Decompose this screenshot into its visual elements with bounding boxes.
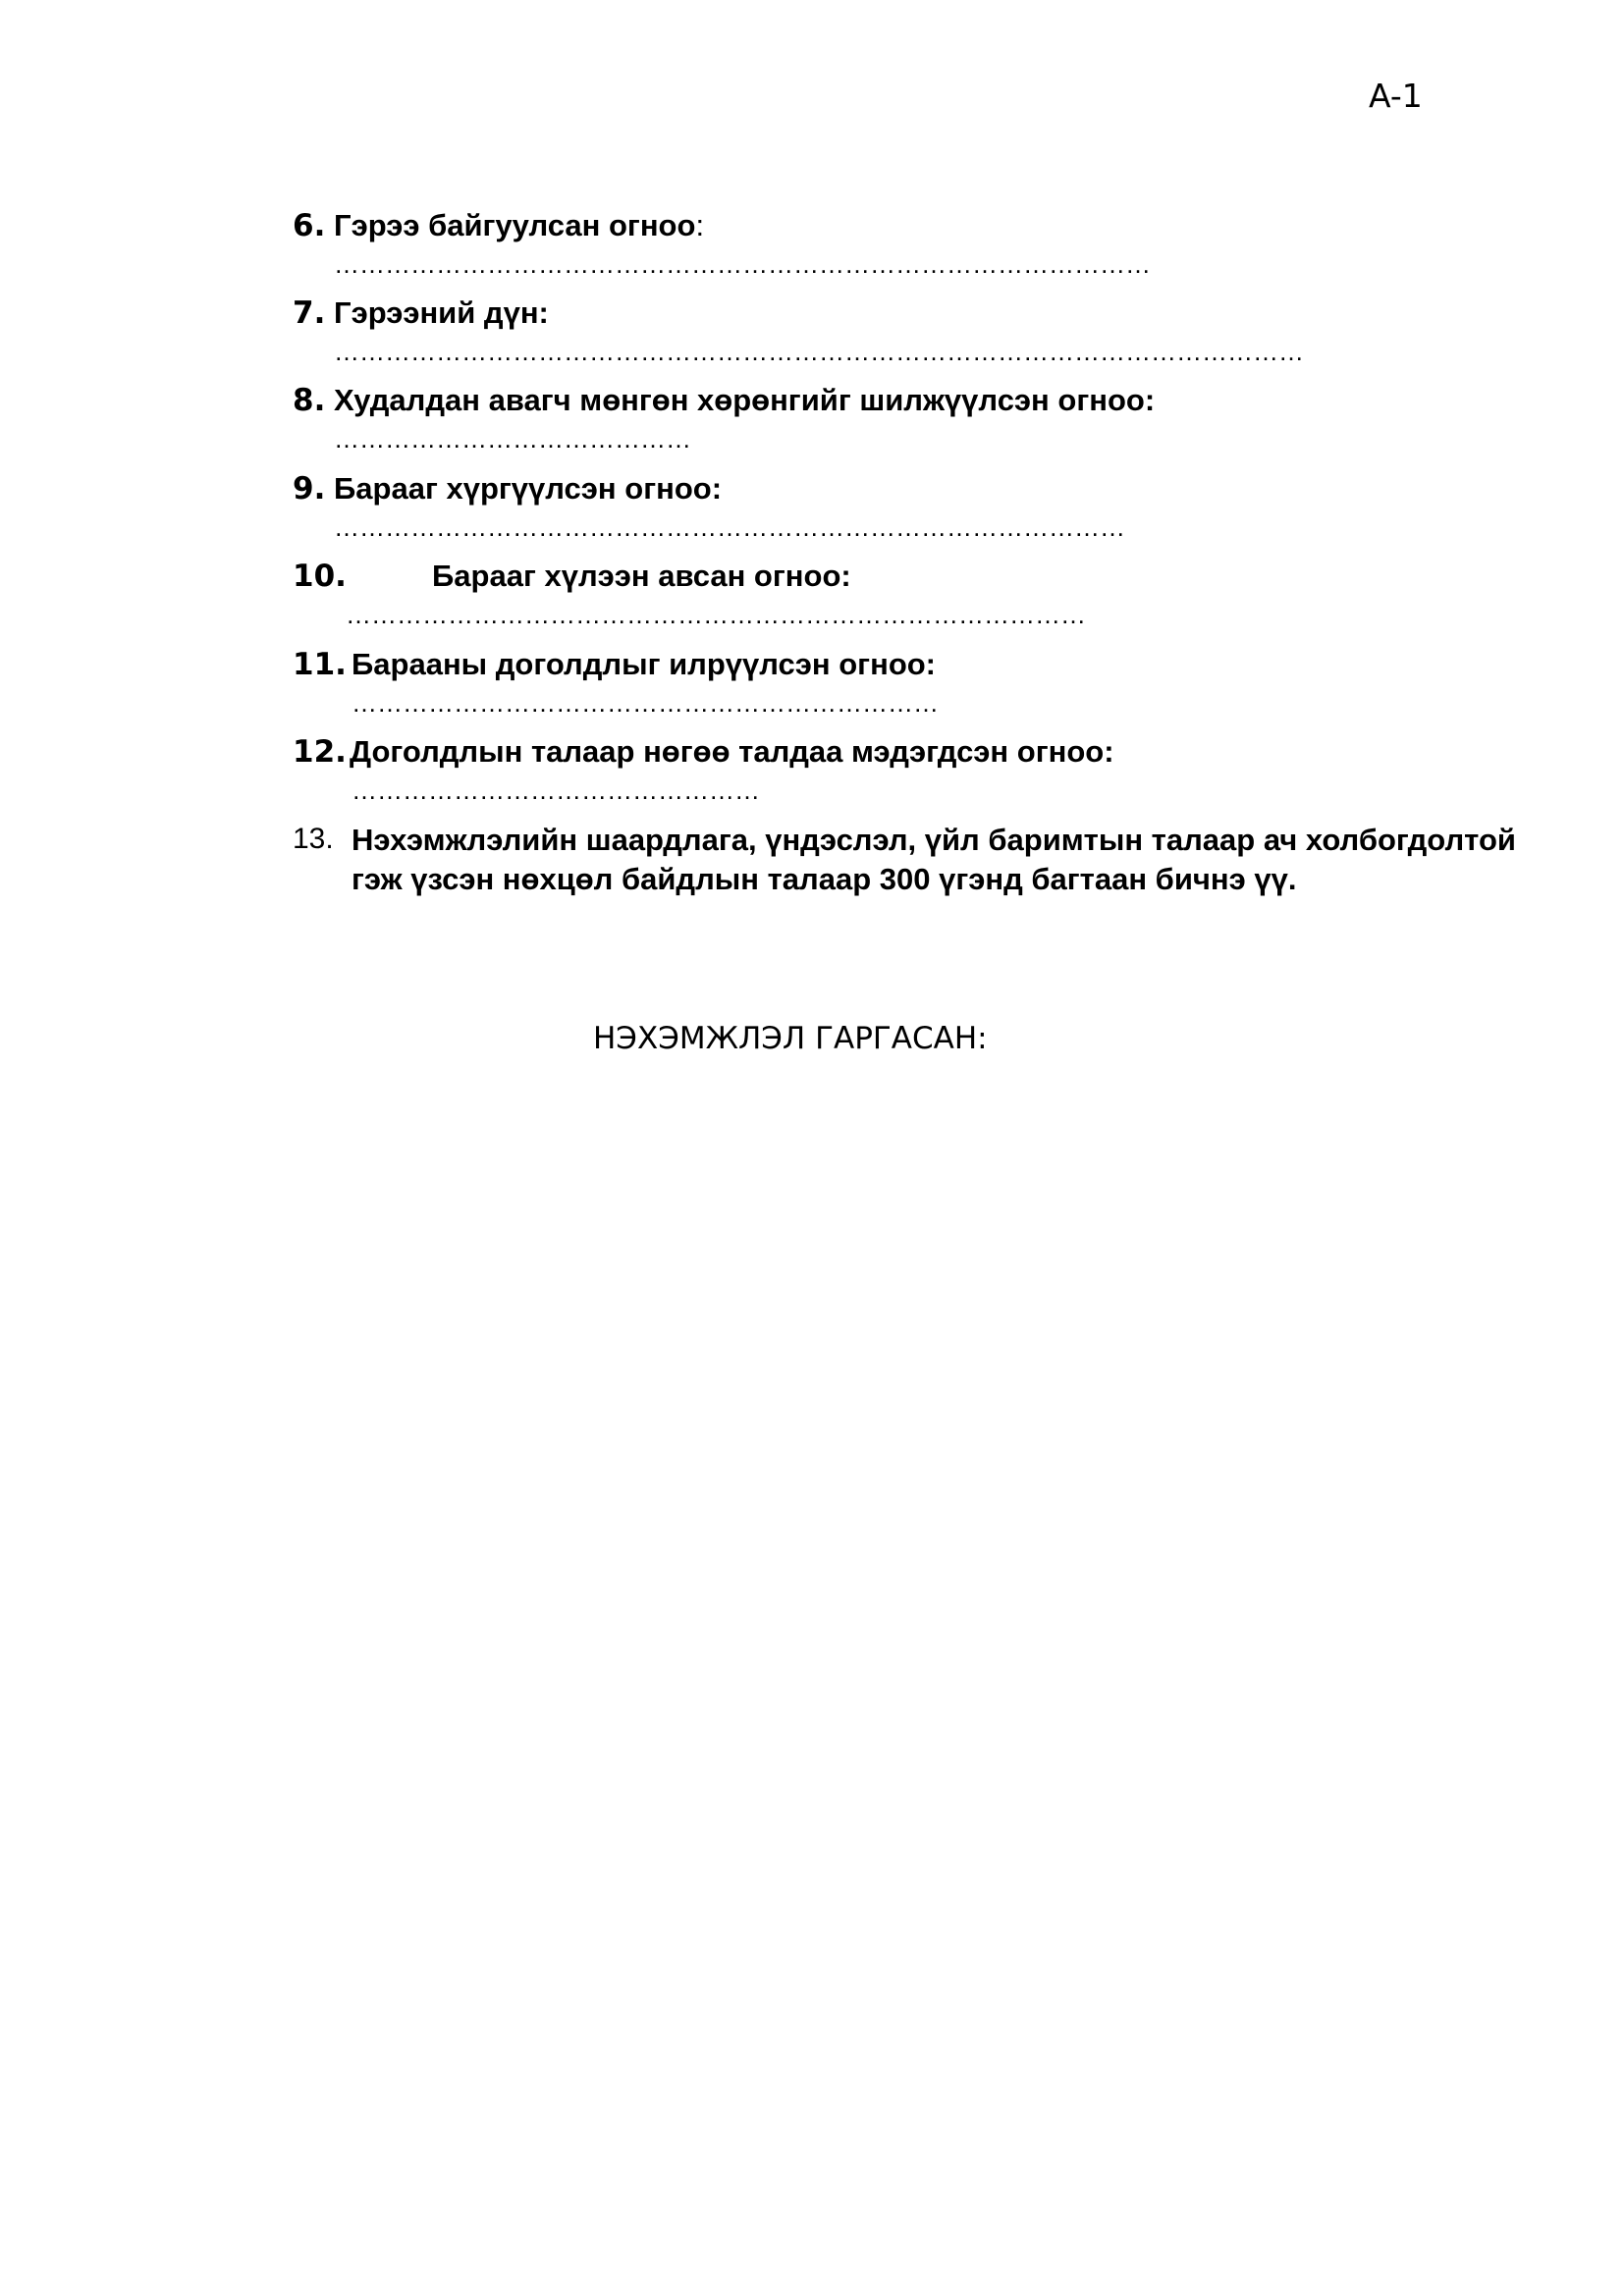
item-label: Барааны доголдлыг илрүүлсэн огноо: (352, 647, 937, 681)
item-label: Доголдлын талаар нөгөө талдаа мэдэгдсэн огноо: (350, 734, 1114, 769)
item-label: Худалдан авагч мөнгөн хөрөнгийг шилжүүлсэн огноо: (334, 383, 1156, 417)
item-number: 11. (293, 647, 347, 682)
item-number: 8. (293, 383, 326, 418)
fill-in-line: …………………………………… (334, 424, 691, 454)
item-number: 13. (293, 823, 334, 855)
fill-in-line: …………………………………………………………………………… (346, 600, 1086, 629)
item-number: 12. (293, 734, 347, 770)
fill-in-line: …………………………………………………………………………………………………… (334, 337, 1304, 366)
item-number: 6. (293, 208, 326, 243)
fill-in-line: …………………………………………………………………………………… (334, 249, 1151, 279)
fill-in-line: …………………………………………………………… (352, 688, 939, 718)
item-number: 7. (293, 295, 326, 331)
item-label: Гэрээ байгуулсан огноо: (334, 208, 705, 242)
item-label: Гэрээний дүн: (334, 295, 549, 330)
fill-in-line: ………………………………………… (352, 775, 760, 805)
fill-in-line: ………………………………………………………………………………… (334, 512, 1125, 542)
signature-label: НЭХЭМЖЛЭЛ ГАРГАСАН: (593, 1021, 988, 1056)
item-label: Барааг хүргүүлсэн огноо: (334, 471, 723, 506)
page-number: A-1 (1369, 77, 1423, 115)
item-number: 9. (293, 471, 326, 507)
item-paragraph: Нэхэмжлэлийн шаардлага, үндэслэл, үйл баримтын талаар ач холбогдолтой гэж үзсэн нөхцөл байдлын талаар 300 үгэнд багтаан бичнэ үү. (352, 823, 1516, 896)
item-label: Барааг хүлээн авсан огноо: (432, 559, 851, 593)
item-number: 10. (293, 559, 347, 594)
